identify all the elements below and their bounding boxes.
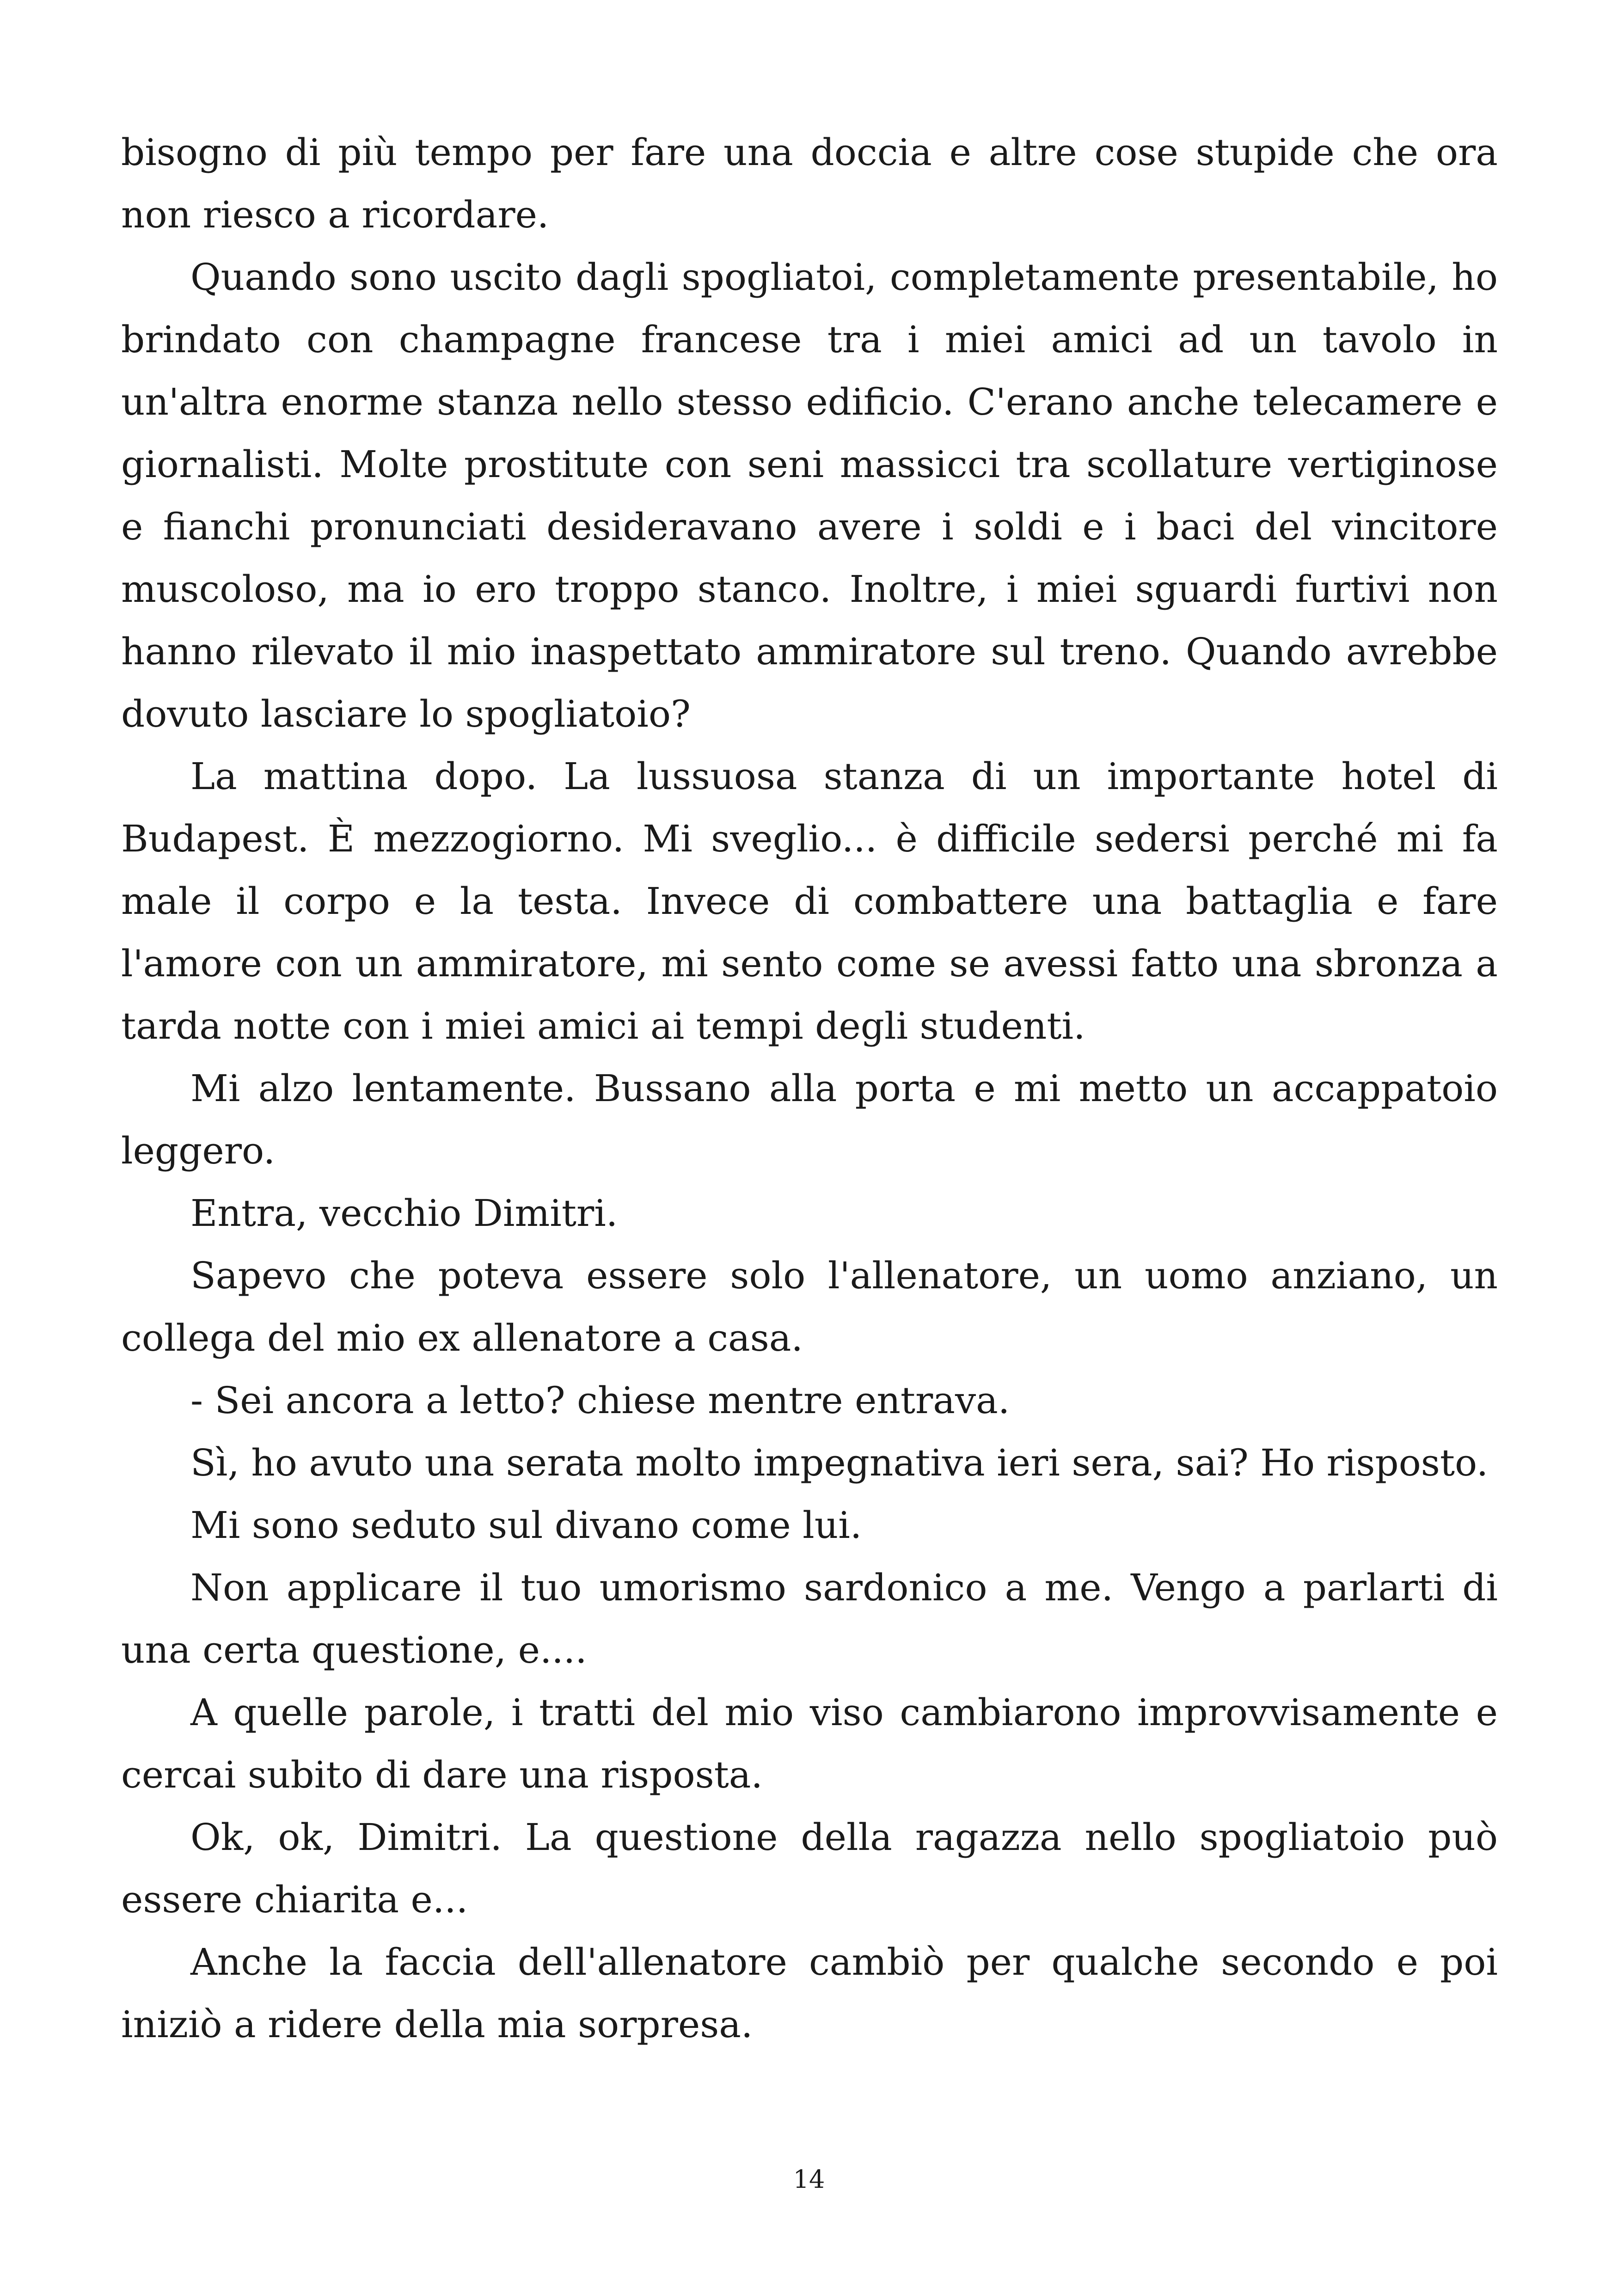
paragraph: A quelle parole, i tratti del mio viso cambiarono improvvisamente e cercai subito di dare una risposta. xyxy=(121,1691,1498,1796)
paragraph: bisogno di più tempo per fare una doccia e altre cose stupide che ora non riesco a ricordare. xyxy=(121,131,1498,236)
paragraph: Anche la faccia dell'allenatore cambiò per qualche secondo e poi iniziò a ridere della mia sorpresa. xyxy=(121,1941,1498,2046)
paragraph: Mi sono seduto sul divano come lui. xyxy=(190,1504,862,1547)
paragraph: Mi alzo lentamente. Bussano alla porta e mi metto un accappatoio leggero. xyxy=(121,1067,1498,1172)
page-number: 14 xyxy=(793,2165,825,2194)
paragraph: Non applicare il tuo umorismo sardonico a me. Vengo a parlarti di una certa questione, e.... xyxy=(121,1566,1498,1671)
paragraph: Quando sono uscito dagli spogliatoi, completamente presentabile, ho brindato con champagne francese tra i miei amici ad un tavolo in un'altra enorme stanza nello stesso edificio. C'erano anche telecamere e giornalisti. Molte prostitute con seni massicci tra scollature vertiginose e fianchi pronunciati desideravano avere i soldi e i baci del vincitore muscoloso, ma io ero troppo stanco. Inoltre, i miei sguardi furtivi non hanno rilevato il mio inaspettato ammiratore sul treno. Quando avrebbe dovuto lasciare lo spogliatoio? xyxy=(121,256,1498,735)
paragraph: - Sei ancora a letto? chiese mentre entrava. xyxy=(190,1379,1010,1422)
paragraph: Sì, ho avuto una serata molto impegnativa ieri sera, sai? Ho risposto. xyxy=(190,1441,1489,1484)
body-text xyxy=(121,121,1498,2056)
paragraph: Entra, vecchio Dimitri. xyxy=(190,1192,618,1235)
paragraph: La mattina dopo. La lussuosa stanza di un importante hotel di Budapest. È mezzogiorno. Mi sveglio... è difficile sedersi perché mi fa male il corpo e la testa. Invece di combattere una battaglia e fare l'amore con un ammiratore, mi sento come se avessi fatto una sbronza a tarda notte con i miei amici ai tempi degli studenti. xyxy=(121,755,1498,1047)
paragraph: Ok, ok, Dimitri. La questione della ragazza nello spogliatoio può essere chiarita e... xyxy=(121,1816,1498,1921)
paragraph: Sapevo che poteva essere solo l'allenatore, un uomo anziano, un collega del mio ex allenatore a casa. xyxy=(121,1254,1498,1359)
